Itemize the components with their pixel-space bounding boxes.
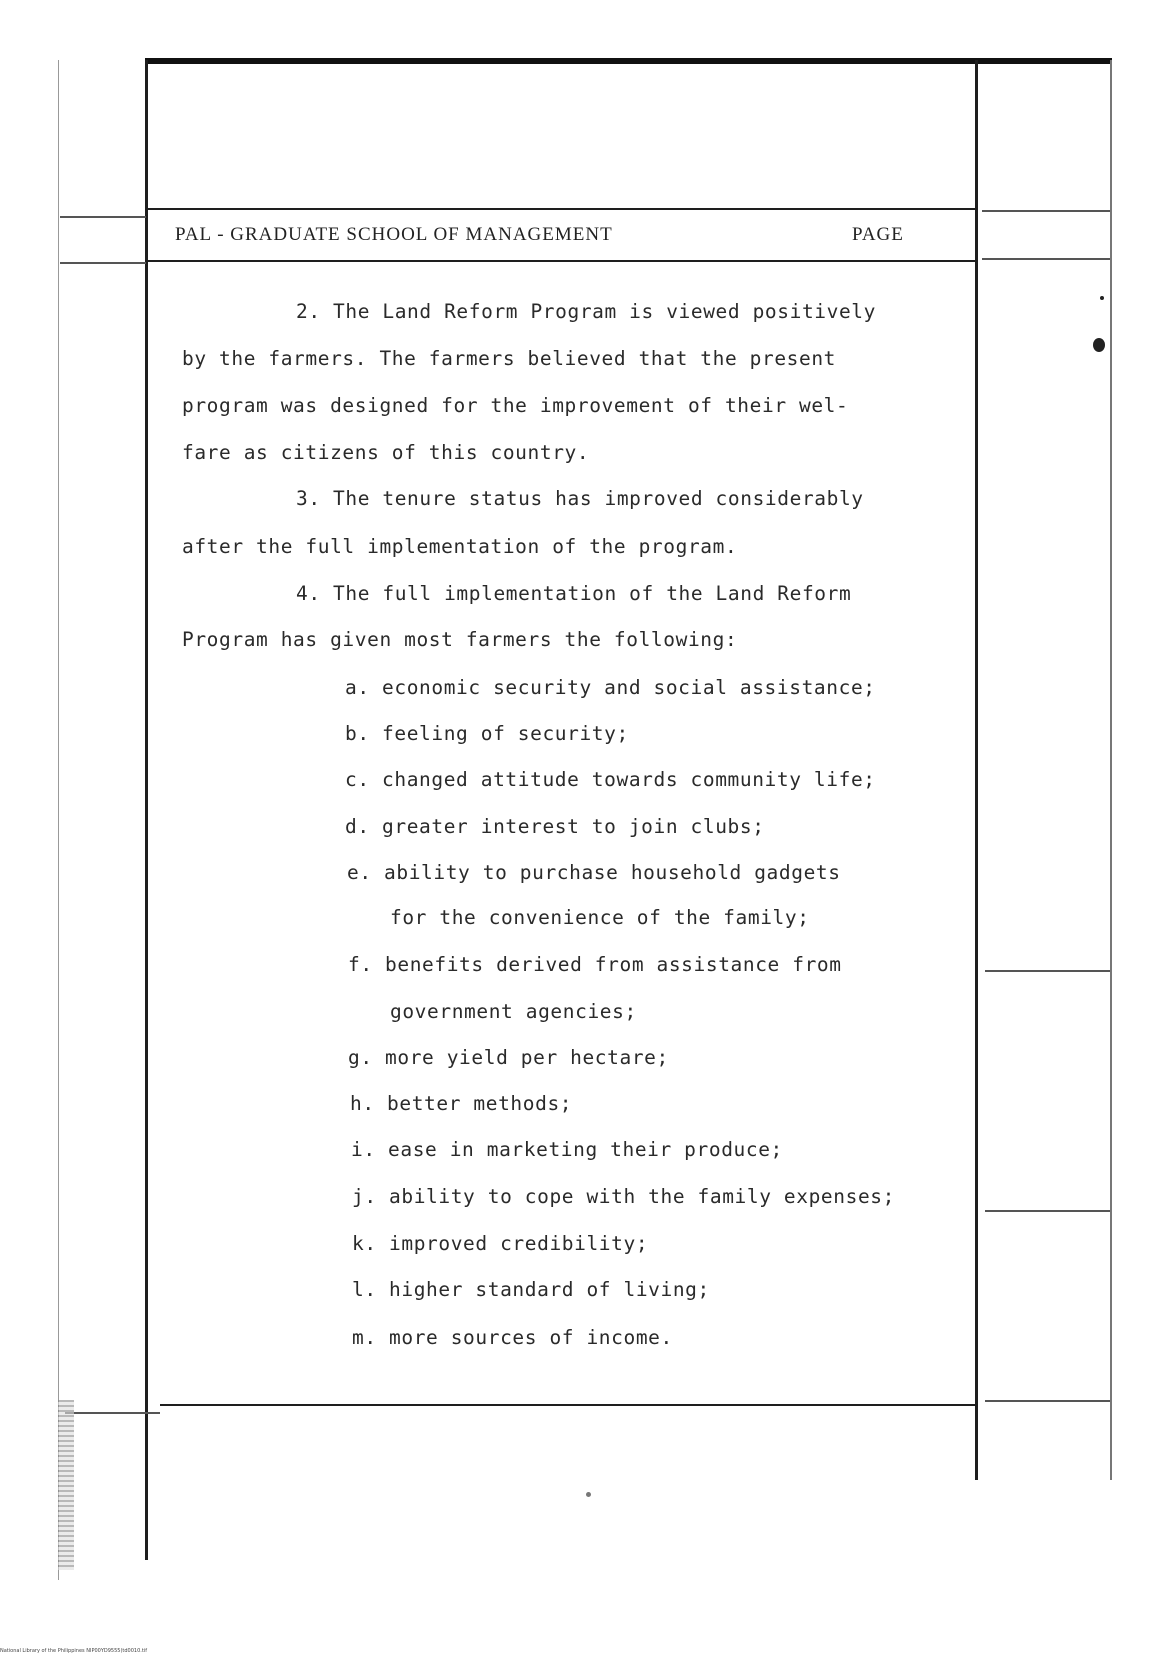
outer-right-rule (982, 258, 1112, 260)
outer-right-rule (982, 210, 1112, 212)
list-item: f. benefits derived from assistance from (348, 953, 842, 976)
header-bottom-rule (145, 260, 975, 262)
body-line: 4. The full implementation of the Land Reform (296, 582, 852, 605)
list-item: g. more yield per hectare; (348, 1046, 669, 1069)
outer-right-rule (985, 970, 1110, 972)
scan-speck (586, 1492, 591, 1497)
list-item-continuation: for the convenience of the family; (390, 906, 810, 929)
list-item: c. changed attitude towards community life; (345, 768, 876, 791)
footer-rule (160, 1404, 975, 1406)
body-line: after the full implementation of the program. (182, 535, 738, 558)
list-item: k. improved credibility; (352, 1232, 649, 1255)
institution-header: PAL - GRADUATE SCHOOL OF MANAGEMENT (175, 224, 613, 245)
body-line: program was designed for the improvement of their wel- (182, 394, 849, 417)
body-line: Program has given most farmers the following: (182, 628, 738, 651)
list-item: i. ease in marketing their produce; (351, 1138, 783, 1161)
outer-right-rule (985, 1210, 1110, 1212)
right-margin-rule (975, 60, 978, 1480)
header-top-rule (145, 208, 975, 210)
scan-speck (1100, 296, 1104, 300)
outer-left-rule (60, 216, 146, 218)
top-border-rule (145, 58, 1112, 64)
outer-right-rule (985, 1400, 1110, 1402)
body-line: 2. The Land Reform Program is viewed positively (296, 300, 876, 323)
list-item: m. more sources of income. (352, 1326, 673, 1349)
list-item: j. ability to cope with the family expenses; (352, 1185, 895, 1208)
list-item: b. feeling of security; (345, 722, 629, 745)
scan-footer-note: National Library of the Philippines NIP00YD9555(td0010.tif (0, 1648, 147, 1654)
list-item: a. economic security and social assistance; (345, 676, 876, 699)
page-right-edge (1110, 60, 1112, 1480)
left-margin-rule (145, 60, 148, 1560)
list-item: d. greater interest to join clubs; (345, 815, 765, 838)
list-item-continuation: government agencies; (390, 1000, 637, 1023)
page-left-edge (58, 60, 59, 1580)
body-line: 3. The tenure status has improved considerably (296, 487, 864, 510)
list-item: e. ability to purchase household gadgets (347, 861, 841, 884)
body-line: fare as citizens of this country. (182, 441, 590, 464)
scan-artifact (58, 1400, 74, 1570)
page-label: PAGE (852, 224, 904, 245)
outer-left-rule (60, 262, 146, 264)
scan-speck (1093, 338, 1105, 352)
body-line: by the farmers. The farmers believed that the present (182, 347, 837, 370)
list-item: h. better methods; (350, 1092, 573, 1115)
list-item: l. higher standard of living; (352, 1278, 710, 1301)
footer-outer-rule (65, 1412, 160, 1414)
